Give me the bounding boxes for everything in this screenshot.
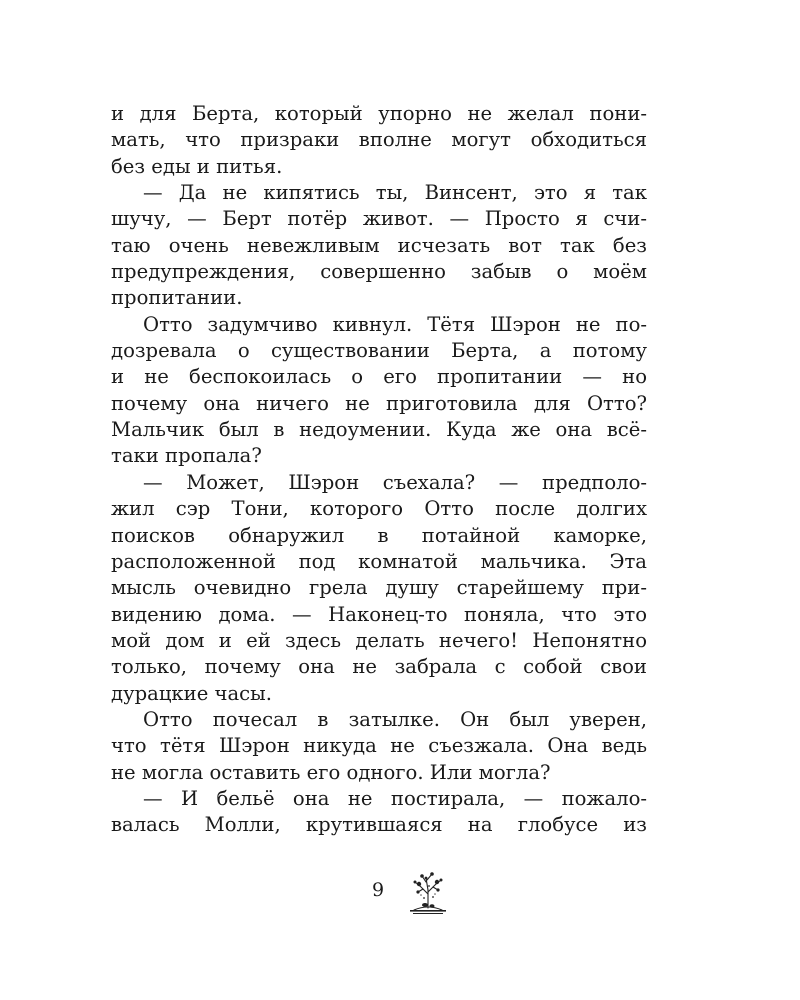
text-line: Мальчик был в недоумении. Куда же она всё- (111, 418, 647, 442)
text-line: только, почему она не забрала с собой свои (111, 655, 647, 679)
text-line: не могла оставить его одного. Или могла? (111, 760, 551, 784)
text-line: — И бельё она не постирала, — пожало- (143, 786, 647, 810)
text-line: Отто почесал в затылке. Он был уверен, (143, 707, 647, 731)
text-line: таки пропала? (111, 444, 262, 468)
text-line: что тётя Шэрон никуда не съезжала. Она ведь (111, 734, 647, 758)
text-line: мать, что призраки вполне могут обходиться (111, 128, 647, 152)
text-line: валась Молли, крутившаяся на глобусе из (111, 813, 647, 837)
text-line: таю очень невежливым исчезать вот так без (111, 233, 647, 257)
text-line: жил сэр Тони, которого Отто после долгих (111, 497, 647, 521)
text-line: видению дома. — Наконец-то поняла, что это (111, 602, 647, 626)
text-line: поисков обнаружил в потайной каморке, (111, 523, 647, 547)
text-line: дозревала о существовании Берта, а потому (111, 339, 647, 363)
text-line: и не беспокоилась о его пропитании — но (111, 365, 647, 389)
text-line: шучу, — Берт потёр живот. — Просто я счи- (111, 207, 647, 231)
text-line: — Может, Шэрон съехала? — предполо- (143, 470, 647, 494)
text-line: мой дом и ей здесь делать нечего! Непонятно (111, 628, 647, 652)
text-line: мысль очевидно грела душу старейшему при- (111, 576, 647, 600)
text-line: расположенной под комнатой мальчика. Эта (111, 549, 647, 573)
text-line: Отто задумчиво кивнул. Тётя Шэрон не по- (143, 312, 647, 336)
text-line: предупреждения, совершенно забыв о моём (111, 260, 647, 284)
text-line: почему она ничего не приготовила для Отто? (111, 391, 647, 415)
text-line: без еды и питья. (111, 154, 283, 178)
text-line: пропитании. (111, 286, 243, 310)
text-line: — Да не кипятись ты, Винсент, это я так (143, 181, 647, 205)
ghost-tree-ornament-icon (404, 870, 452, 916)
page-footer (0, 870, 800, 920)
body-text (111, 101, 647, 839)
page-number: 9 (371, 879, 385, 901)
text-line: и для Берта, который упорно не желал пони- (111, 102, 647, 125)
text-line: дурацкие часы. (111, 681, 272, 705)
